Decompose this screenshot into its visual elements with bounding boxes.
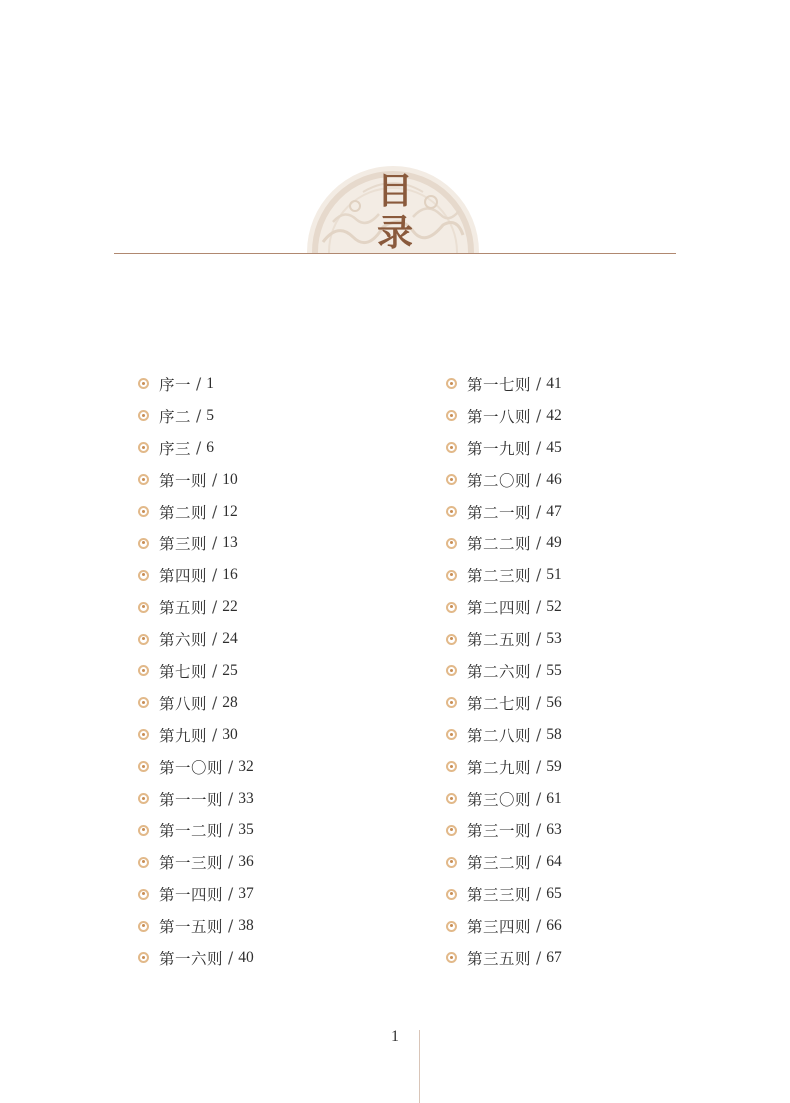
toc-entry-page: 22 xyxy=(222,598,238,616)
toc-entry[interactable] xyxy=(446,559,562,591)
toc-separator: / xyxy=(212,502,218,521)
toc-entry-page: 32 xyxy=(238,757,254,775)
toc-entry-title: 第一则 xyxy=(159,471,208,490)
bullet-icon xyxy=(446,665,457,676)
bullet-icon xyxy=(138,697,149,708)
toc-entry-page: 24 xyxy=(222,630,238,648)
bullet-icon xyxy=(138,474,149,485)
toc-entry-title: 第一二则 xyxy=(159,822,224,841)
toc-separator: / xyxy=(536,374,542,393)
bullet-icon xyxy=(138,761,149,772)
toc-entry-title: 序一 xyxy=(159,375,192,394)
bullet-icon xyxy=(446,570,457,581)
toc-entry-page: 49 xyxy=(546,534,562,552)
title-char-2: 录 xyxy=(376,212,413,254)
toc-entry[interactable] xyxy=(138,368,254,400)
toc-entry[interactable] xyxy=(138,687,254,719)
toc-entry-title: 序三 xyxy=(159,439,192,458)
toc-entry-title: 第一三则 xyxy=(159,854,224,873)
toc-entry-title: 第二则 xyxy=(159,503,208,522)
toc-column-right xyxy=(446,368,562,974)
bullet-icon xyxy=(446,952,457,963)
toc-entry-title: 第二四则 xyxy=(467,599,532,618)
toc-entry[interactable] xyxy=(446,655,562,687)
bullet-icon xyxy=(446,697,457,708)
toc-entry-title: 第九则 xyxy=(159,726,208,745)
toc-entry-page: 13 xyxy=(222,534,238,552)
toc-entry[interactable] xyxy=(446,687,562,719)
toc-entry[interactable] xyxy=(446,942,562,974)
toc-entry-page: 66 xyxy=(546,917,562,935)
bullet-icon xyxy=(446,889,457,900)
toc-entry-page: 38 xyxy=(238,917,254,935)
toc-column-left xyxy=(138,368,254,974)
toc-entry-title: 第三一则 xyxy=(467,822,532,841)
toc-separator: / xyxy=(228,948,234,967)
toc-separator: / xyxy=(536,661,542,680)
toc-entry-page: 65 xyxy=(546,885,562,903)
toc-entry[interactable] xyxy=(138,719,254,751)
toc-separator: / xyxy=(536,630,542,649)
toc-entry-title: 第一九则 xyxy=(467,439,532,458)
bullet-icon xyxy=(446,410,457,421)
toc-entry[interactable] xyxy=(446,846,562,878)
toc-separator: / xyxy=(212,725,218,744)
toc-entry-title: 第四则 xyxy=(159,567,208,586)
toc-entry-title: 第二二则 xyxy=(467,535,532,554)
toc-entry[interactable] xyxy=(446,623,562,655)
bullet-icon xyxy=(446,761,457,772)
toc-entry-title: 第三五则 xyxy=(467,949,532,968)
toc-entry[interactable] xyxy=(138,783,254,815)
toc-entry-title: 第二六则 xyxy=(467,662,532,681)
toc-entry-title: 第二〇则 xyxy=(467,471,532,490)
toc-entry-page: 1 xyxy=(206,374,214,392)
toc-entry-page: 37 xyxy=(238,885,254,903)
bullet-icon xyxy=(138,410,149,421)
toc-entry-page: 36 xyxy=(238,853,254,871)
toc-entry[interactable] xyxy=(138,751,254,783)
bullet-icon xyxy=(446,538,457,549)
bullet-icon xyxy=(446,634,457,645)
toc-separator: / xyxy=(228,853,234,872)
toc-separator: / xyxy=(196,438,202,457)
toc-entry-page: 53 xyxy=(546,630,562,648)
toc-separator: / xyxy=(536,470,542,489)
toc-entry-page: 51 xyxy=(546,566,562,584)
toc-entry[interactable] xyxy=(446,814,562,846)
toc-entry-title: 第一四则 xyxy=(159,886,224,905)
bullet-icon xyxy=(446,378,457,389)
toc-entry-page: 16 xyxy=(222,566,238,584)
toc-entry-title: 序二 xyxy=(159,407,192,426)
toc-entry-page: 55 xyxy=(546,661,562,679)
toc-separator: / xyxy=(536,948,542,967)
toc-entry-title: 第一八则 xyxy=(467,407,532,426)
toc-separator: / xyxy=(536,438,542,457)
toc-separator: / xyxy=(228,885,234,904)
toc-entry[interactable] xyxy=(138,464,254,496)
toc-separator: / xyxy=(536,789,542,808)
toc-entry-title: 第五则 xyxy=(159,599,208,618)
toc-separator: / xyxy=(212,693,218,712)
toc-entry-title: 第一六则 xyxy=(159,949,224,968)
bullet-icon xyxy=(138,729,149,740)
bullet-icon xyxy=(138,378,149,389)
bullet-icon xyxy=(138,921,149,932)
toc-entry-page: 56 xyxy=(546,693,562,711)
toc-separator: / xyxy=(228,789,234,808)
toc-entry-page: 61 xyxy=(546,789,562,807)
toc-separator: / xyxy=(536,566,542,585)
toc-entry-page: 28 xyxy=(222,693,238,711)
toc-separator: / xyxy=(228,917,234,936)
toc-entry[interactable] xyxy=(446,432,562,464)
toc-entry[interactable] xyxy=(138,432,254,464)
toc-entry-title: 第二八则 xyxy=(467,726,532,745)
bullet-icon xyxy=(138,857,149,868)
toc-entry[interactable] xyxy=(446,878,562,910)
bullet-icon xyxy=(446,825,457,836)
toc-separator: / xyxy=(536,502,542,521)
toc-entry-title: 第二一则 xyxy=(467,503,532,522)
toc-entry[interactable] xyxy=(138,910,254,942)
bullet-icon xyxy=(138,634,149,645)
toc-entry[interactable] xyxy=(138,846,254,878)
toc-entry[interactable] xyxy=(138,623,254,655)
toc-entry-page: 35 xyxy=(238,821,254,839)
toc-entry[interactable] xyxy=(446,496,562,528)
toc-entry-page: 10 xyxy=(222,470,238,488)
toc-entry-page: 59 xyxy=(546,757,562,775)
toc-entry-page: 52 xyxy=(546,598,562,616)
toc-separator: / xyxy=(212,598,218,617)
toc-separator: / xyxy=(536,693,542,712)
bullet-icon xyxy=(446,921,457,932)
page-title xyxy=(365,170,425,254)
toc-separator: / xyxy=(536,534,542,553)
toc-entry-page: 41 xyxy=(546,374,562,392)
page-number: 1 xyxy=(391,1028,399,1045)
toc-entry-page: 5 xyxy=(206,406,214,424)
toc-separator: / xyxy=(212,661,218,680)
toc-entry-page: 64 xyxy=(546,853,562,871)
toc-entry-page: 6 xyxy=(206,438,214,456)
toc-entry-title: 第三二则 xyxy=(467,854,532,873)
toc-entry[interactable] xyxy=(138,591,254,623)
toc-entry-page: 30 xyxy=(222,725,238,743)
toc-entry[interactable] xyxy=(446,719,562,751)
toc-entry[interactable] xyxy=(446,751,562,783)
bullet-icon xyxy=(138,889,149,900)
toc-separator: / xyxy=(228,821,234,840)
toc-entry[interactable] xyxy=(138,814,254,846)
toc-entry-title: 第二三则 xyxy=(467,567,532,586)
bullet-icon xyxy=(138,825,149,836)
toc-entry[interactable] xyxy=(138,942,254,974)
toc-separator: / xyxy=(536,917,542,936)
toc-separator: / xyxy=(228,757,234,776)
toc-entry-page: 12 xyxy=(222,502,238,520)
toc-entry[interactable] xyxy=(446,368,562,400)
footer-divider xyxy=(419,1030,420,1103)
bullet-icon xyxy=(138,570,149,581)
toc-separator: / xyxy=(196,406,202,425)
bullet-icon xyxy=(446,474,457,485)
toc-entry-page: 46 xyxy=(546,470,562,488)
toc-entry-page: 67 xyxy=(546,948,562,966)
toc-entry-page: 45 xyxy=(546,438,562,456)
bullet-icon xyxy=(138,602,149,613)
toc-entry[interactable] xyxy=(138,400,254,432)
toc-entry-title: 第八则 xyxy=(159,694,208,713)
toc-entry-page: 42 xyxy=(546,406,562,424)
toc-separator: / xyxy=(196,374,202,393)
toc-entry[interactable] xyxy=(446,783,562,815)
toc-entry[interactable] xyxy=(446,400,562,432)
toc-entry-title: 第一五则 xyxy=(159,918,224,937)
toc-entry-page: 47 xyxy=(546,502,562,520)
toc-entry-page: 25 xyxy=(222,661,238,679)
bullet-icon xyxy=(446,857,457,868)
toc-separator: / xyxy=(212,630,218,649)
toc-separator: / xyxy=(536,885,542,904)
toc-entry-title: 第三三则 xyxy=(467,886,532,905)
toc-entry-page: 58 xyxy=(546,725,562,743)
toc-entry[interactable] xyxy=(138,527,254,559)
toc-entry[interactable] xyxy=(138,559,254,591)
toc-entry-title: 第二七则 xyxy=(467,694,532,713)
toc-entry-title: 第三四则 xyxy=(467,918,532,937)
toc-entry[interactable] xyxy=(138,878,254,910)
toc-entry-title: 第三则 xyxy=(159,535,208,554)
bullet-icon xyxy=(446,793,457,804)
toc-entry[interactable] xyxy=(138,496,254,528)
toc-entry-title: 第一七则 xyxy=(467,375,532,394)
toc-separator: / xyxy=(536,406,542,425)
toc-entry[interactable] xyxy=(138,655,254,687)
bullet-icon xyxy=(138,793,149,804)
toc-entry[interactable] xyxy=(446,910,562,942)
toc-entry-title: 第三〇则 xyxy=(467,790,532,809)
toc-entry-title: 第二五则 xyxy=(467,631,532,650)
toc-entry-title: 第一〇则 xyxy=(159,758,224,777)
toc-separator: / xyxy=(536,598,542,617)
toc-entry-title: 第二九则 xyxy=(467,758,532,777)
toc-separator: / xyxy=(536,821,542,840)
header-divider xyxy=(114,253,676,254)
bullet-icon xyxy=(446,602,457,613)
toc-entry-title: 第六则 xyxy=(159,631,208,650)
bullet-icon xyxy=(446,729,457,740)
toc-entry-page: 33 xyxy=(238,789,254,807)
bullet-icon xyxy=(138,665,149,676)
toc-entry-page: 40 xyxy=(238,948,254,966)
bullet-icon xyxy=(446,442,457,453)
bullet-icon xyxy=(138,538,149,549)
toc-separator: / xyxy=(212,470,218,489)
toc-entry-page: 63 xyxy=(546,821,562,839)
bullet-icon xyxy=(138,506,149,517)
toc-entry[interactable] xyxy=(446,527,562,559)
title-char-1: 目 xyxy=(376,170,413,212)
toc-separator: / xyxy=(212,534,218,553)
toc-separator: / xyxy=(212,566,218,585)
bullet-icon xyxy=(138,442,149,453)
toc-entry-title: 第七则 xyxy=(159,662,208,681)
toc-separator: / xyxy=(536,725,542,744)
toc-separator: / xyxy=(536,853,542,872)
toc-entry-title: 第一一则 xyxy=(159,790,224,809)
toc-separator: / xyxy=(536,757,542,776)
toc-entry[interactable] xyxy=(446,464,562,496)
bullet-icon xyxy=(138,952,149,963)
bullet-icon xyxy=(446,506,457,517)
toc-entry[interactable] xyxy=(446,591,562,623)
